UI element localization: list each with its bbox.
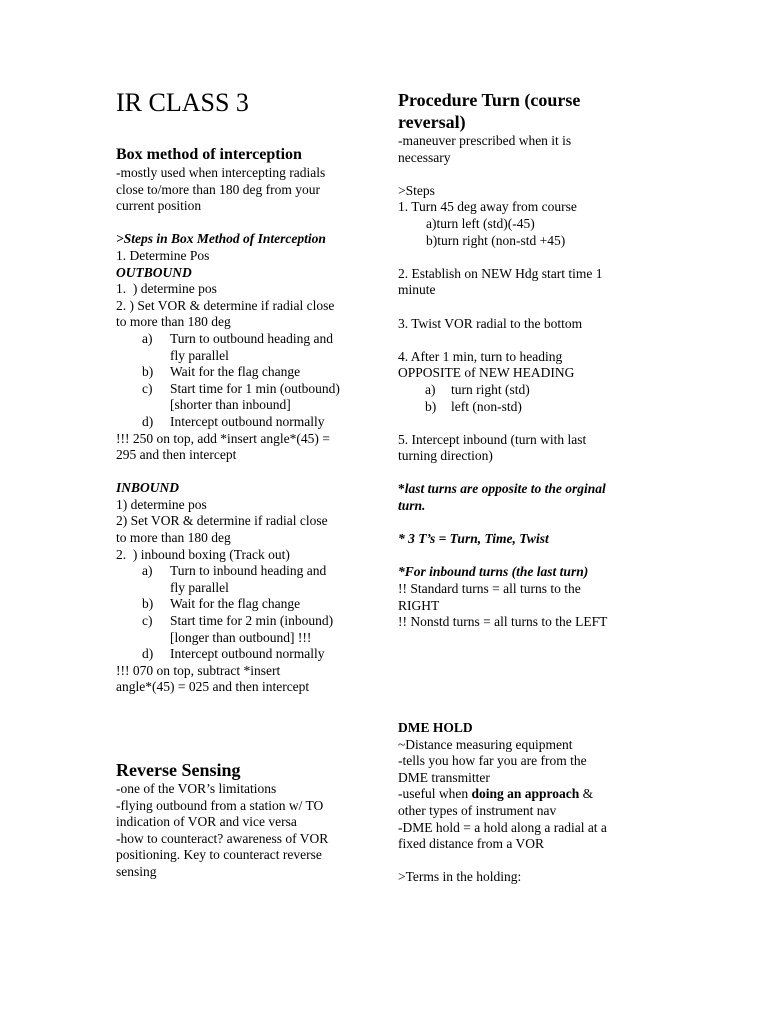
item-label: a) xyxy=(425,381,436,397)
outbound-line: to more than 180 deg xyxy=(116,314,231,330)
step-4: 4. After 1 min, turn to heading xyxy=(398,348,563,364)
step-1-sub: b)turn right (non-std +45) xyxy=(426,232,566,248)
steps-heading: >Steps in Box Method of Interception xyxy=(116,231,326,247)
inbound-item-d xyxy=(116,646,376,663)
step-2: minute xyxy=(398,282,436,298)
inbound-label: INBOUND xyxy=(116,480,180,496)
item-label: b) xyxy=(142,364,154,380)
outbound-note: !!! 250 on top, add *insert angle*(45) = xyxy=(116,430,330,446)
reverse-sensing-line: sensing xyxy=(116,863,157,879)
step-2: 2. Establish on NEW Hdg start time 1 xyxy=(398,265,603,281)
step-1: 1. Turn 45 deg away from course xyxy=(398,199,577,215)
useful-bold: doing an approach xyxy=(471,786,580,802)
box-intro-line: -mostly used when intercepting radials xyxy=(116,165,326,180)
dme-hold-heading: DME HOLD xyxy=(398,720,473,735)
item-text: [longer than outbound] !!! xyxy=(170,629,312,645)
item-label: a) xyxy=(142,563,153,579)
inbound-line: to more than 180 deg xyxy=(116,530,231,546)
item-label: c) xyxy=(142,380,153,396)
item-label: d) xyxy=(142,413,154,429)
step-1-sub: a)turn left (std)(-45) xyxy=(426,215,535,231)
dme-line: DME transmitter xyxy=(398,769,490,785)
item-label: d) xyxy=(142,646,154,662)
outbound-note: 295 and then intercept xyxy=(116,447,237,463)
item-text: Turn to outbound heading and xyxy=(170,330,333,346)
inbound-item-a xyxy=(116,563,376,596)
note-text: last turns are opposite to the orginal xyxy=(404,481,606,497)
box-intro-line: close to/more than 180 deg from your xyxy=(116,181,320,197)
item-text: fly parallel xyxy=(170,347,229,363)
reverse-sensing-line: -how to counteract? awareness of VOR xyxy=(116,830,329,846)
procedure-intro: -maneuver prescribed when it is xyxy=(398,133,572,148)
outbound-line: 2. ) Set VOR & determine if radial close xyxy=(116,297,335,313)
item-text: Turn to inbound heading and xyxy=(170,563,327,579)
item-text: turn right (std) xyxy=(451,381,530,397)
procedure-intro: necessary xyxy=(398,149,451,165)
item-text: Wait for the flag change xyxy=(170,364,301,380)
inbound-item-b xyxy=(116,596,376,613)
item-text: Intercept outbound normally xyxy=(170,646,325,662)
dme-line: fixed distance from a VOR xyxy=(398,836,544,852)
box-method-heading: Box method of interception xyxy=(116,146,302,163)
standard-turns: RIGHT xyxy=(398,597,440,613)
reverse-sensing-heading: Reverse Sensing xyxy=(116,760,241,780)
step-4: OPPOSITE of NEW HEADING xyxy=(398,365,575,381)
inbound-note: !!! 070 on top, subtract *insert xyxy=(116,662,281,678)
inbound-line: 2) Set VOR & determine if radial close xyxy=(116,513,328,529)
note-star: * xyxy=(398,481,405,497)
useful-post: & xyxy=(579,786,594,802)
note-text: turn. xyxy=(398,498,426,514)
outbound-label: OUTBOUND xyxy=(116,264,192,280)
outbound-item-c xyxy=(116,381,376,414)
outbound-item-a xyxy=(116,331,376,364)
procedure-turn-heading: reversal) xyxy=(398,112,466,132)
procedure-turn-heading: Procedure Turn (course xyxy=(398,90,581,110)
dme-line: -DME hold = a hold along a radial at a xyxy=(398,819,607,835)
reverse-sensing-line: -flying outbound from a station w/ TO xyxy=(116,797,324,813)
dme-hold-section xyxy=(398,720,658,886)
box-method-section xyxy=(116,145,376,696)
step-4-item-b xyxy=(398,399,658,416)
dme-line: other types of instrument nav xyxy=(398,802,557,818)
item-text: Wait for the flag change xyxy=(170,596,301,612)
item-text: fly parallel xyxy=(170,579,229,595)
item-label: a) xyxy=(142,330,153,346)
reverse-sensing-line: indication of VOR and vice versa xyxy=(116,814,297,830)
useful-pre: -useful when xyxy=(398,786,472,802)
box-intro-line: current position xyxy=(116,198,202,214)
item-text: Start time for 1 min (outbound) xyxy=(170,380,340,396)
three-ts-note: * 3 T’s = Turn, Time, Twist xyxy=(398,531,549,547)
step-4-item-a xyxy=(398,382,658,399)
item-text: Intercept outbound normally xyxy=(170,413,325,429)
outbound-line: 1. ) determine pos xyxy=(116,281,217,297)
step-5: 5. Intercept inbound (turn with last xyxy=(398,431,587,447)
dme-useful-line xyxy=(398,786,658,803)
standard-turns: !! Standard turns = all turns to the xyxy=(398,581,581,597)
reverse-sensing-line: -one of the VOR’s limitations xyxy=(116,781,277,796)
dme-line: -tells you how far you are from the xyxy=(398,753,587,769)
item-label: b) xyxy=(142,596,154,612)
outbound-item-d xyxy=(116,414,376,431)
item-text: [shorter than inbound] xyxy=(170,397,291,413)
nonstd-turns: !! Nonstd turns = all turns to the LEFT xyxy=(398,614,608,630)
inbound-line: 1) determine pos xyxy=(116,496,207,512)
terms-heading: >Terms in the holding: xyxy=(398,869,522,885)
item-text: left (non-std) xyxy=(451,398,522,414)
steps-label: >Steps xyxy=(398,182,435,198)
inbound-turns-heading: *For inbound turns (the last turn) xyxy=(398,564,589,580)
reverse-sensing-line: positioning. Key to counteract reverse xyxy=(116,847,322,863)
page-title: IR CLASS 3 xyxy=(116,88,249,117)
item-label: b) xyxy=(425,398,437,414)
inbound-line: 2. ) inbound boxing (Track out) xyxy=(116,546,290,562)
dme-line: ~Distance measuring equipment xyxy=(398,736,573,752)
reverse-sensing-section xyxy=(116,759,376,881)
inbound-note: angle*(45) = 025 and then intercept xyxy=(116,679,310,695)
step-3: 3. Twist VOR radial to the bottom xyxy=(398,315,583,331)
step-determine-pos: 1. Determine Pos xyxy=(116,247,210,263)
outbound-item-b xyxy=(116,364,376,381)
item-text: Start time for 2 min (inbound) xyxy=(170,613,334,629)
last-turns-note xyxy=(398,481,658,498)
procedure-turn-section xyxy=(398,89,658,631)
step-5: turning direction) xyxy=(398,448,493,464)
inbound-item-c xyxy=(116,613,376,646)
item-label: c) xyxy=(142,613,153,629)
